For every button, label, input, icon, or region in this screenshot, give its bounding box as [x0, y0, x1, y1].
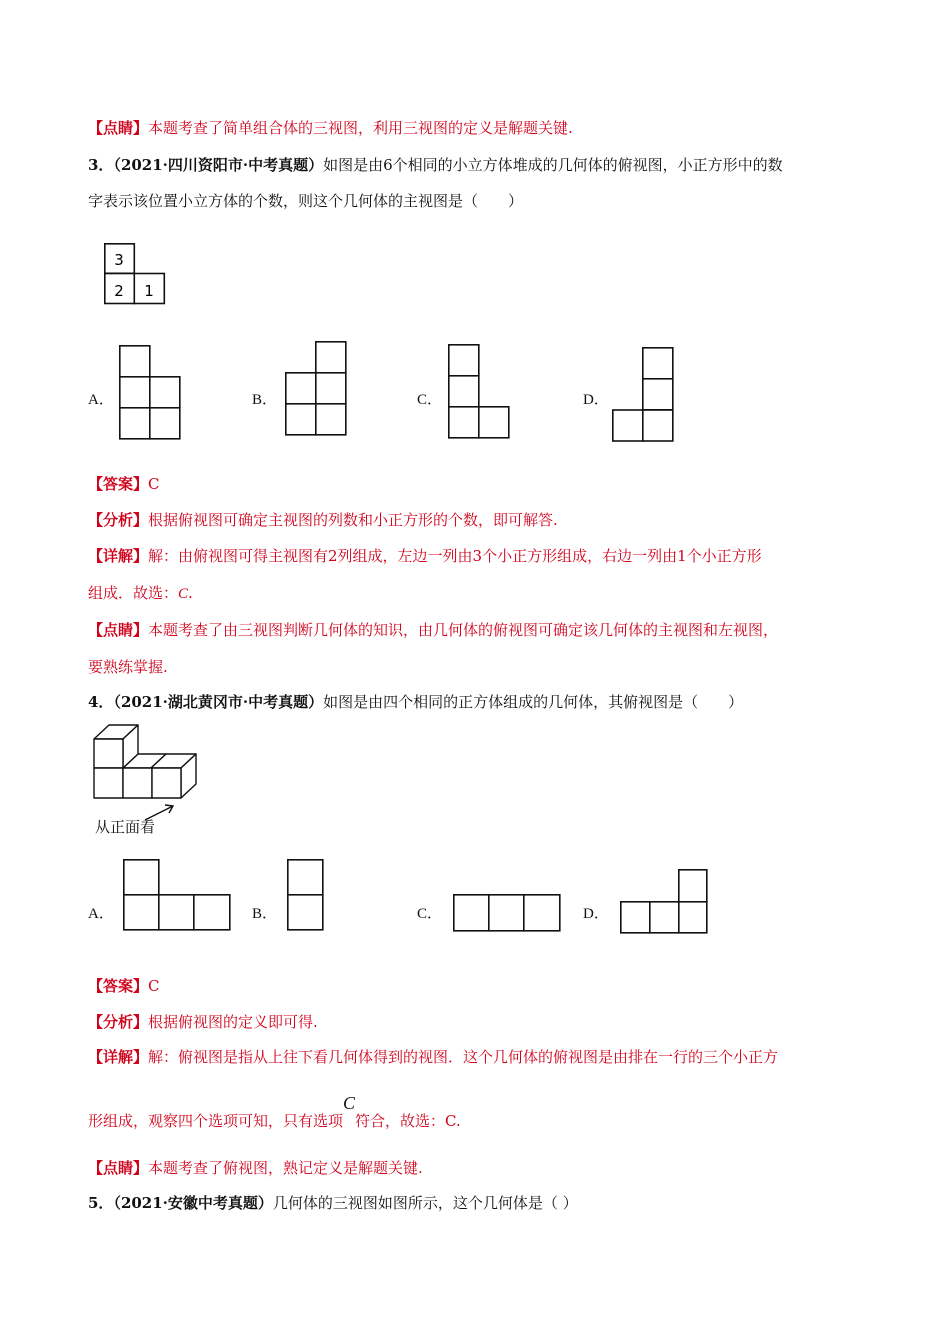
- answer-tag: 【答案】: [88, 475, 149, 493]
- question-source: （2021·四川资阳市·中考真题）: [113, 156, 324, 174]
- detail-line-1: [88, 546, 762, 566]
- detail-line-2: [88, 1093, 461, 1131]
- detail-tag: 【详解】: [88, 1048, 149, 1066]
- analysis-line: [88, 510, 558, 530]
- point-tag: 【点睛】: [88, 621, 149, 639]
- question-text: 几何体的三视图如图所示，这个几何体是（ ）: [272, 1194, 578, 1212]
- question-source: （2021·安徽中考真题）: [113, 1194, 273, 1212]
- detail-text: 解：由俯视图可得主视图有2列组成，左边一列由3个小正方形组成，右边一列由1个小正方形: [148, 547, 762, 565]
- option-b-label: B．: [252, 906, 278, 922]
- option-a-figure: [119, 345, 181, 440]
- option-d-figure: [612, 347, 675, 444]
- analysis-tag: 【分析】: [88, 511, 149, 529]
- detail-answer: C: [178, 586, 189, 602]
- analysis-line: [88, 1012, 318, 1032]
- option-c-figure: [448, 344, 511, 440]
- option-d-label: D．: [583, 392, 609, 408]
- option-d-label: D．: [583, 906, 609, 922]
- detail-text: 形组成，观察四个选项可知，只有选项: [88, 1112, 344, 1130]
- question-text: 如图是由6个相同的小立方体堆成的几何体的俯视图，小正方形中的数: [323, 156, 783, 174]
- point-text: 本题考查了俯视图，熟记定义是解题关键.: [148, 1159, 423, 1177]
- answer-line: [88, 474, 160, 494]
- detail-line-1: [88, 1047, 778, 1067]
- detail-answer: C: [343, 1093, 356, 1113]
- analysis-text: 根据俯视图的定义即可得.: [148, 1013, 318, 1031]
- option-a-label: A．: [88, 392, 114, 408]
- option-d-figure: [620, 869, 710, 935]
- remark-tag: 【点睛】: [88, 119, 149, 137]
- point-tag: 【点睛】: [88, 1159, 149, 1177]
- option-a-figure: [123, 859, 233, 933]
- option-c-label: C．: [417, 906, 443, 922]
- answer-value: C: [148, 977, 160, 995]
- point-text: 要熟练掌握.: [88, 658, 168, 676]
- point-line-1: [88, 620, 778, 640]
- cube-stack-figure: [93, 724, 203, 836]
- question-text: 字表示该位置小立方体的个数，则这个几何体的主视图是（ ）: [88, 192, 524, 210]
- question-text: 如图是由四个相同的正方体组成的几何体，其俯视图是（ ）: [323, 693, 744, 711]
- answer-tag: 【答案】: [88, 977, 149, 995]
- detail-tag: 【详解】: [88, 547, 149, 565]
- option-b-figure: [285, 341, 347, 437]
- detail-line-2: [88, 583, 193, 604]
- grid-label: 1: [144, 282, 154, 300]
- remark-text: 本题考查了简单组合体的三视图，利用三视图的定义是解题关键.: [148, 119, 573, 137]
- option-b-label: B．: [252, 392, 278, 408]
- point-line: [88, 1158, 423, 1178]
- detail-text: 解：俯视图是指从上往下看几何体得到的视图．这个几何体的俯视图是由排在一行的三个小正方: [148, 1048, 779, 1066]
- detail-text: 组成．故选：: [88, 584, 179, 602]
- question-4-line: [88, 692, 743, 712]
- top-view-figure: [104, 243, 166, 305]
- question-source: （2021·湖北黄冈市·中考真题）: [113, 693, 324, 711]
- option-c-figure: [453, 894, 565, 934]
- point-line-2: [88, 657, 168, 677]
- grid-label: 3: [114, 251, 124, 269]
- detail-text: .: [188, 584, 193, 602]
- analysis-tag: 【分析】: [88, 1013, 149, 1031]
- option-a-label: A．: [88, 906, 114, 922]
- question-number: 5．: [88, 1194, 114, 1212]
- point-text: 本题考查了由三视图判断几何体的知识，由几何体的俯视图可确定该几何体的主视图和左视图，: [148, 621, 779, 639]
- question-5-line: [88, 1193, 578, 1213]
- answer-value: C: [148, 475, 160, 493]
- grid-label: 2: [114, 282, 124, 300]
- option-c-label: C．: [417, 392, 443, 408]
- remark-line: [88, 118, 573, 138]
- question-3-line-1: [88, 155, 783, 175]
- question-3-line-2: [88, 191, 523, 211]
- analysis-text: 根据俯视图可确定主视图的列数和小正方形的个数，即可解答.: [148, 511, 558, 529]
- question-number: 3．: [88, 156, 114, 174]
- answer-line: [88, 976, 160, 996]
- question-number: 4．: [88, 693, 114, 711]
- figure-caption: 从正面看: [95, 818, 156, 836]
- detail-text: 符合，故选：C.: [355, 1112, 461, 1130]
- option-b-figure: [287, 859, 327, 933]
